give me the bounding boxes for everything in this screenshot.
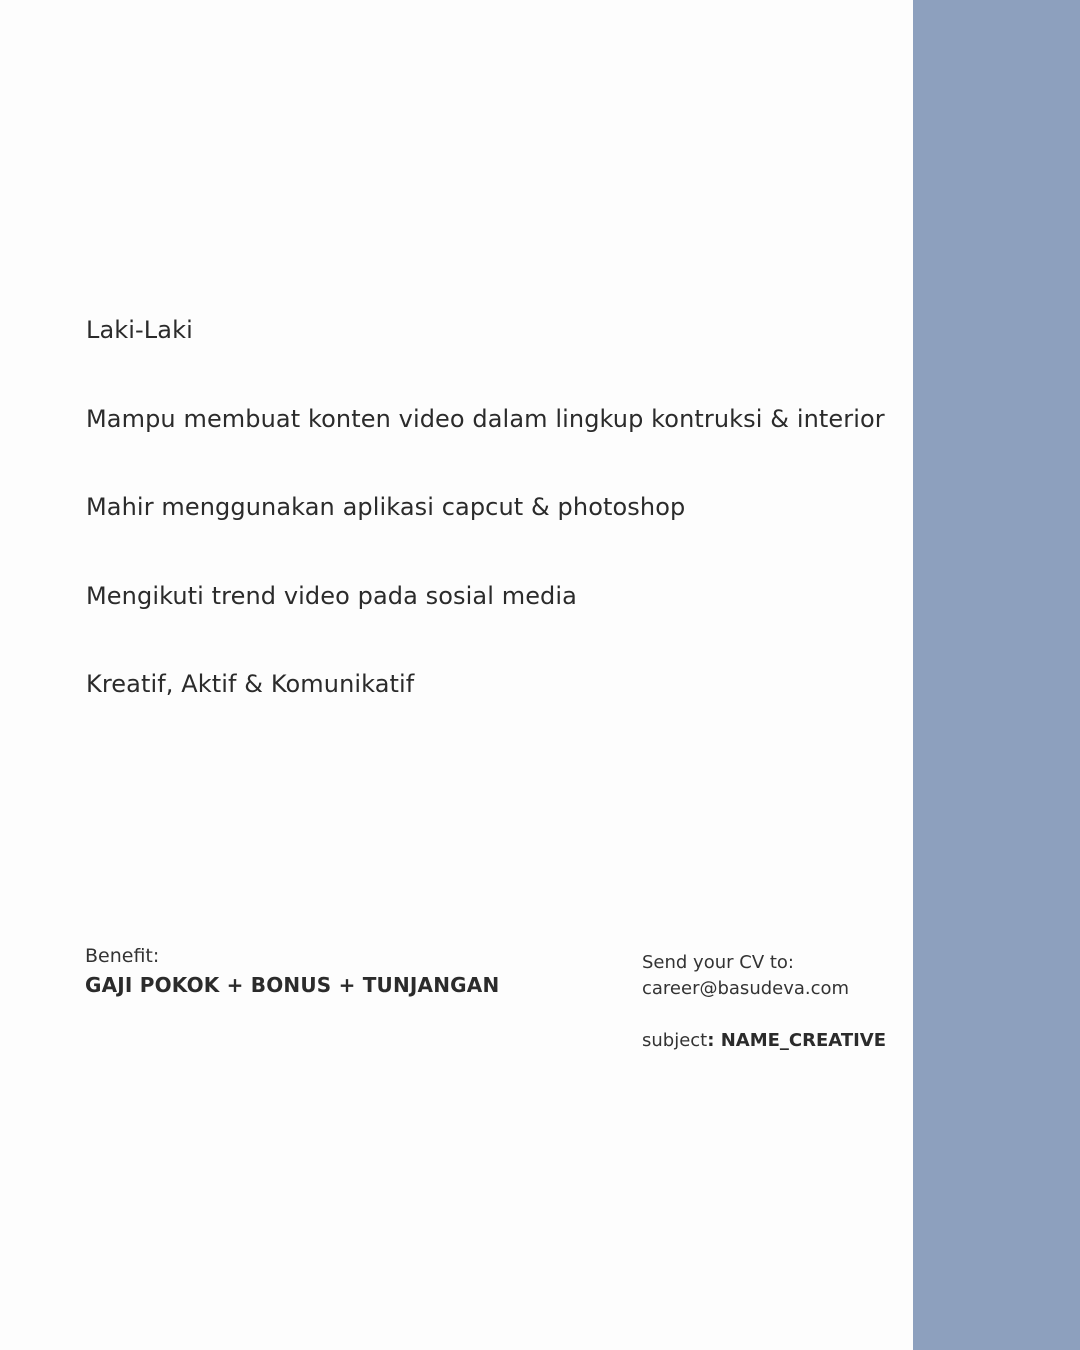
subject-value: : NAME_CREATIVE xyxy=(707,1030,887,1051)
subject-line xyxy=(642,1028,907,1054)
side-accent-band xyxy=(913,0,1080,1350)
benefit-value: GAJI POKOK + BONUS + TUNJANGAN xyxy=(85,973,500,997)
benefit-label: Benefit: xyxy=(85,945,160,967)
contact-section xyxy=(642,950,907,1054)
send-cv-label: Send your CV to: xyxy=(642,952,794,973)
requirement-item: Mahir menggunakan aplikasi capcut & photoshop xyxy=(86,493,686,521)
benefit-section xyxy=(85,944,499,998)
requirement-item: Laki-Laki xyxy=(86,316,193,344)
subject-label: subject xyxy=(642,1030,708,1051)
contact-email[interactable]: career@basudeva.com xyxy=(642,978,850,999)
requirement-item: Mampu membuat konten video dalam lingkup kontruksi & interior xyxy=(86,405,885,433)
requirement-item: Mengikuti trend video pada sosial media xyxy=(86,582,577,610)
requirement-item: Kreatif, Aktif & Komunikatif xyxy=(86,670,415,698)
